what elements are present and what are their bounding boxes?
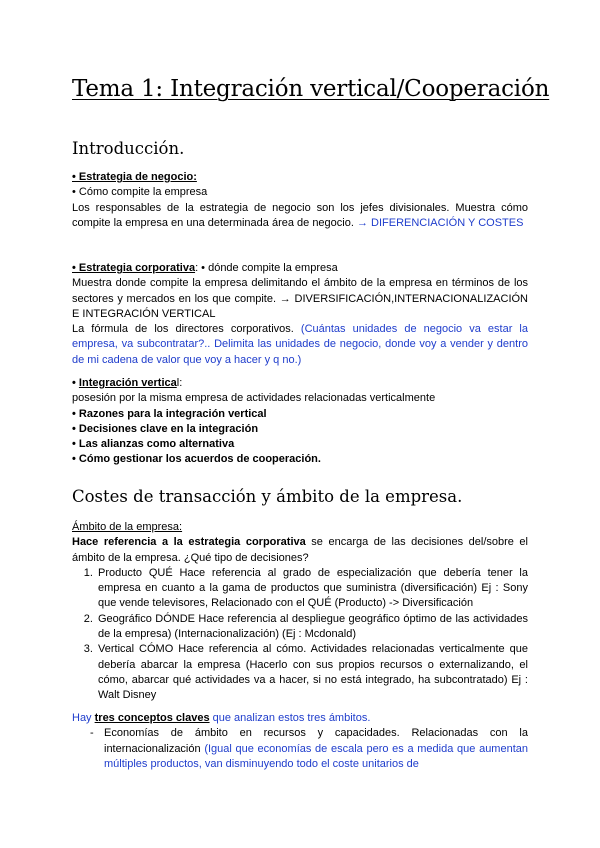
integration-point: • Las alianzas como alternativa [72,438,235,451]
business-strategy-section [72,170,528,231]
integration-point: • Decisiones clave en la integración [72,422,259,435]
page-title: Tema 1: Integración vertical/Cooperación [72,76,550,102]
intro-heading: Introducción. [72,139,185,158]
scope-decision-item: 3. Vertical CÓMO Hace referencia al cómo. Actividades relacionadas verticalmente que debería abarcar la empresa (Hacerlo con sus propios recursos o externalizando, el cómo, abarcar qué actividades va a hacer, si no está integrado, ha subcontratado) Ej : Walt Disney [96,642,528,703]
key-concepts-section [72,711,528,772]
key-concepts-intro: Hay tres conceptos claves que analizan estos tres ámbitos. [72,712,371,724]
business-strategy-label: • Estrategia de negocio: [72,171,197,183]
corporate-strategy-section [72,261,528,368]
scope-section [72,520,528,704]
business-strategy-text: Los responsables de la estrategia de negocio son los jefes divisionales. Muestra cómo compite la empresa en una determinada área de negocio. → DIFERENCIACIÓN Y COSTES [72,201,528,229]
business-strategy-question: • Cómo compite la empresa [72,186,208,199]
key-concept-item: - Economías de ámbito en recursos y capacidades. Relacionadas con la internacionalización (Igual que economías de escala pero es a medida que aumentan múltiples productos, van disminuyendo todo el coste unitarios de [90,726,528,772]
business-strategy-conclusion: → DIFERENCIACIÓN Y COSTES [356,216,524,229]
corporate-strategy-label: • Estrategia corporativa [72,262,196,274]
integration-point: • Cómo gestionar los acuerdos de cooperación. [72,453,321,466]
scope-label: Ámbito de la empresa: [72,521,183,533]
vertical-integration-label: Integración vertica [78,377,177,389]
corporate-strategy-question: : • dónde compite la empresa [195,262,338,274]
integration-point: • Razones para la integración vertical [72,407,267,420]
corporate-strategy-text: Muestra donde compite la empresa delimitando el ámbito de la empresa en términos de los sectores y mercados en los que compite. → DIVERSIFICACIÓN,INTERNACIONALIZACIÓN E INTEGRACIÓN VERTICAL [72,277,528,320]
key-concepts-list [72,726,528,772]
corporate-formula-note: (Cuántas unidades de negocio va estar la empresa, va subcontratar?.. Delimita las unidades de negocio, donde voy a vender y dentro de mi cadena de valor que voy a hacer y q no.) [72,323,528,366]
vertical-integration-section: • Integración vertical: posesión por la misma empresa de actividades relacionadas verticalmente • Razones para la integración vertical • Decisiones clave en la integración • Las alianzas como alternativa • Cómo gestionar los acuerdos de cooperación. [72,376,528,468]
corporate-formula: La fórmula de los directores corporativos. (Cuántas unidades de negocio va estar la empresa, va subcontratar?.. Delimita las unidades de negocio, donde voy a vender y dentro de mi cadena de valor que voy a hacer y q no.) [72,323,528,366]
scope-decision-item: 1. Producto QUÉ Hace referencia al grado de especialización que debería tener la empresa en cuanto a la gama de productos que suministra (diversificación) Ej : Sony que vende televisores, Relacionado con el QUÉ (Producto) -> Diversificación [96,566,528,612]
vertical-integration-text: posesión por la misma empresa de actividades relacionadas verticalmente [72,392,436,405]
scope-decision-item: 2. Geográfico DÓNDE Hace referencia al despliegue geográfico óptimo de las actividades de la empresa) (Internacionalización) (Ej : Mcdonald) [96,612,528,643]
scope-lead: Hace referencia a la estrategia corporativa se encarga de las decisiones del/sobre el ámbito de la empresa. ¿Qué tipo de decisiones? [72,536,528,564]
costs-heading: Costes de transacción y ámbito de la empresa. [72,487,463,506]
scope-decisions-list [72,566,528,704]
